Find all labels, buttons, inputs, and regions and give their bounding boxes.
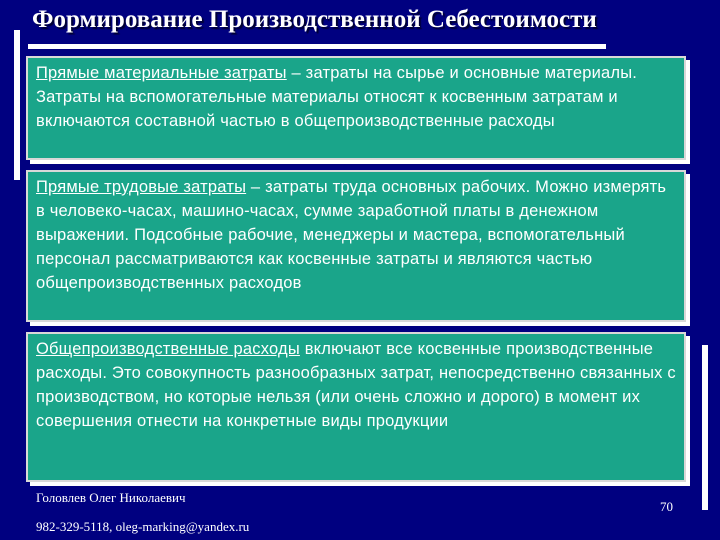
term-direct-materials: Прямые материальные затраты xyxy=(36,64,287,82)
content-box-direct-labor xyxy=(26,170,686,322)
page-number: 70 xyxy=(660,499,673,514)
left-accent-bar xyxy=(14,30,20,180)
term-direct-labor: Прямые трудовые затраты xyxy=(36,178,247,196)
definition-direct-materials: – затраты на сырье и основные материалы. Затраты на вспомогательные материалы относят к косвенным затратам и включаются составной частью в общепроизводственные расходы xyxy=(36,64,638,130)
content-box-direct-materials xyxy=(26,56,686,160)
slide-title: Формирование Производственной Себестоимости xyxy=(32,6,597,33)
content-box-overhead xyxy=(26,332,686,482)
term-overhead: Общепроизводственные расходы xyxy=(36,340,300,358)
definition-direct-labor: – затраты труда основных рабочих. Можно измерять в человеко-часах, машино-часах, сумме заработной платы в денежном выражении. Подсобные рабочие, менеджеры и мастера, вспомогательный персонал рассматриваются как косвенные затраты и являются частью общепроизводственных расходов xyxy=(36,178,667,292)
title-underline xyxy=(28,44,606,49)
definition-overhead: включают все косвенные производственные расходы. Это совокупность разнообразных затрат, непосредственно связанных с производством, но которые нельзя (или очень сложно и дорого) в момент их совершения отнести на конкретные виды продукции xyxy=(36,340,676,430)
footer-contact: 982-329-5118, oleg-marking@yandex.ru xyxy=(36,519,250,534)
footer-author: Головлев Олег Николаевич xyxy=(36,490,186,505)
right-accent-bar xyxy=(702,345,708,510)
